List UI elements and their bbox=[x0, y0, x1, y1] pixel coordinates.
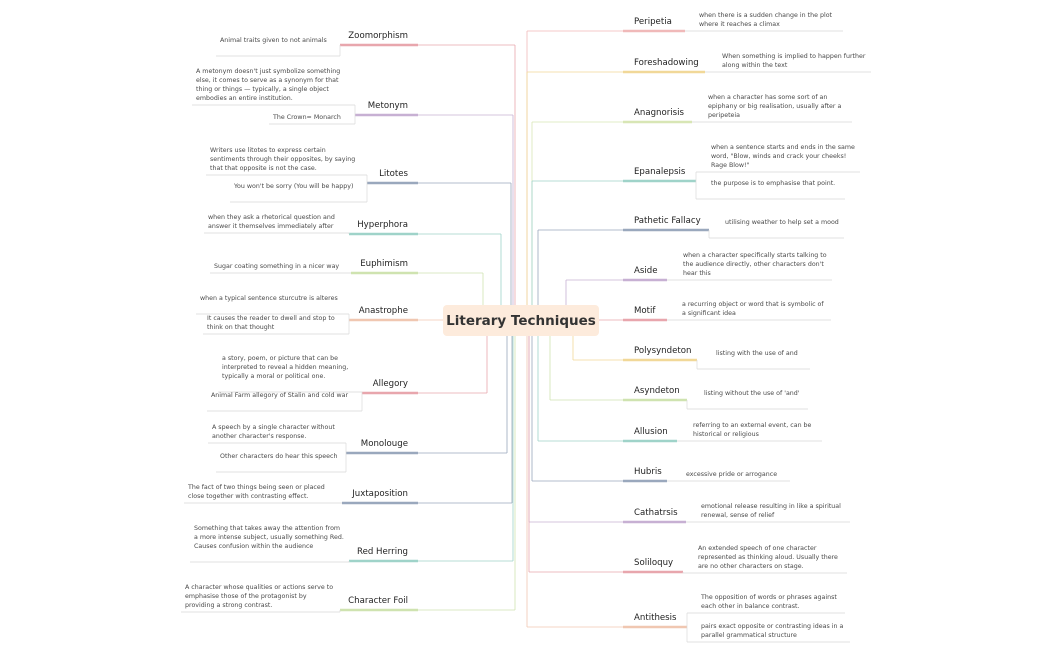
note-allegory-2: Animal Farm allegory of Stalin and cold war bbox=[211, 392, 349, 399]
note-peripetia-1: when there is a sudden change in the plot where it reaches a climax bbox=[699, 12, 833, 28]
note-allegory-1: a story, poem, or picture that can be interpreted to reveal a hidden meaning, typically a moral or political one. bbox=[222, 355, 349, 380]
topic-character-foil[interactable]: Character Foil bbox=[348, 596, 408, 606]
topic-allusion[interactable]: Allusion bbox=[634, 427, 668, 437]
note-hubris-1: excessive pride or arrogance bbox=[686, 471, 778, 478]
topic-red-herring[interactable]: Red Herring bbox=[356, 547, 408, 557]
root-topic[interactable]: Literary Techniques bbox=[443, 305, 599, 336]
topic-polysyndeton[interactable]: Polysyndeton bbox=[634, 346, 692, 356]
note-euphimism-1: Sugar coating something in a nicer way bbox=[214, 263, 340, 270]
note-foreshadowing-1: When something is implied to happen further along within the text bbox=[722, 53, 866, 69]
topic-peripetia[interactable]: Peripetia bbox=[634, 17, 672, 27]
topic-epanalepsis[interactable]: Epanalepsis bbox=[634, 167, 686, 177]
topic-hyperphora[interactable]: Hyperphora bbox=[357, 220, 408, 230]
topic-motif[interactable]: Motif bbox=[634, 306, 656, 316]
topic-pathetic-fallacy[interactable]: Pathetic Fallacy bbox=[634, 216, 701, 226]
note-red-herring-1: Something that takes away the attention from a more intense subject, usually something Red. Causes confusion within the audience bbox=[194, 525, 344, 550]
note-anastrophe-2: It causes the reader to dwell and stop to think on that thought bbox=[207, 315, 335, 331]
note-asyndeton-1: listing without the use of 'and' bbox=[704, 390, 800, 397]
note-monolouge-1: A speech by a single character without another character's response. bbox=[212, 424, 335, 440]
note-epanalepsis-1: when a sentence starts and ends in the same word, "Blow, winds and crack your cheeks! Rage Blow!" bbox=[711, 144, 855, 169]
topic-asyndeton[interactable]: Asyndeton bbox=[634, 386, 680, 396]
note-epanalepsis-2: the purpose is to emphasise that point. bbox=[711, 180, 836, 187]
note-monolouge-2: Other characters do hear this speech bbox=[220, 453, 338, 460]
note-antithesis-2: pairs exact opposite or contrasting ideas in a parallel grammatical structure bbox=[701, 623, 844, 639]
note-litotes-1: Writers use litotes to express certain sentiments through their opposites, by saying that that opposite is not the case. bbox=[210, 147, 356, 172]
note-zoomorphism-1: Animal traits given to not animals bbox=[220, 37, 327, 44]
topic-foreshadowing[interactable]: Foreshadowing bbox=[634, 58, 699, 68]
topic-monolouge[interactable]: Monolouge bbox=[360, 439, 408, 449]
topic-anastrophe[interactable]: Anastrophe bbox=[358, 306, 408, 316]
topic-allegory[interactable]: Allegory bbox=[372, 379, 408, 389]
note-cathatrsis-1: emotional release resulting in like a spiritual renewal, sense of relief bbox=[701, 503, 841, 519]
note-polysyndeton-1: listing with the use of and bbox=[716, 350, 798, 357]
note-motif-1: a recurring object or word that is symbolic of a significant idea bbox=[682, 301, 824, 317]
topic-euphimism[interactable]: Euphimism bbox=[360, 259, 408, 269]
topic-anagnorisis[interactable]: Anagnorisis bbox=[634, 108, 685, 118]
topic-metonym[interactable]: Metonym bbox=[367, 101, 408, 111]
note-aside-1: when a character specifically starts talking to the audience directly, other characters don't hear this bbox=[683, 252, 827, 277]
note-antithesis-1: The opposition of words or phrases against each other in balance contrast. bbox=[701, 594, 837, 610]
note-litotes-2: You won't be sorry (You will be happy) bbox=[234, 183, 354, 190]
note-character-foil-1: A character whose qualities or actions serve to emphasise those of the protagonist by providing a strong contrast. bbox=[185, 584, 334, 609]
note-anastrophe-1: when a typical sentence sturcutre is alteres bbox=[200, 295, 338, 302]
note-juxtaposition-1: The fact of two things being seen or placed close together with contrasting effect. bbox=[188, 484, 325, 500]
topic-juxtaposition[interactable]: Juxtaposition bbox=[352, 489, 408, 499]
topic-litotes[interactable]: Litotes bbox=[379, 169, 408, 179]
note-metonym-2: The Crown= Monarch bbox=[273, 114, 341, 121]
note-hyperphora-1: when they ask a rhetorical question and answer it themselves immediately after bbox=[208, 214, 335, 230]
topic-zoomorphism[interactable]: Zoomorphism bbox=[348, 31, 408, 41]
note-allusion-1: referring to an external event, can be historical or religious bbox=[693, 422, 812, 438]
note-anagnorisis-1: when a character has some sort of an epiphany or big realisation, usually after a peripeteia bbox=[708, 94, 842, 119]
topic-hubris[interactable]: Hubris bbox=[634, 467, 662, 477]
note-soliloquy-1: An extended speech of one character represented as thinking aloud. Usually there are no other characters on stage. bbox=[698, 545, 838, 570]
topic-aside[interactable]: Aside bbox=[634, 266, 658, 276]
topic-antithesis[interactable]: Antithesis bbox=[634, 613, 677, 623]
topic-soliloquy[interactable]: Soliloquy bbox=[634, 558, 674, 568]
note-metonym-1: A metonym doesn't just symbolize something else, it comes to serve as a synonym for that thing or things — typically, a single object embodies an entire institution. bbox=[196, 68, 341, 102]
topic-cathatrsis[interactable]: Cathatrsis bbox=[634, 508, 678, 518]
note-pathetic-fallacy-1: utilising weather to help set a mood bbox=[725, 219, 839, 226]
